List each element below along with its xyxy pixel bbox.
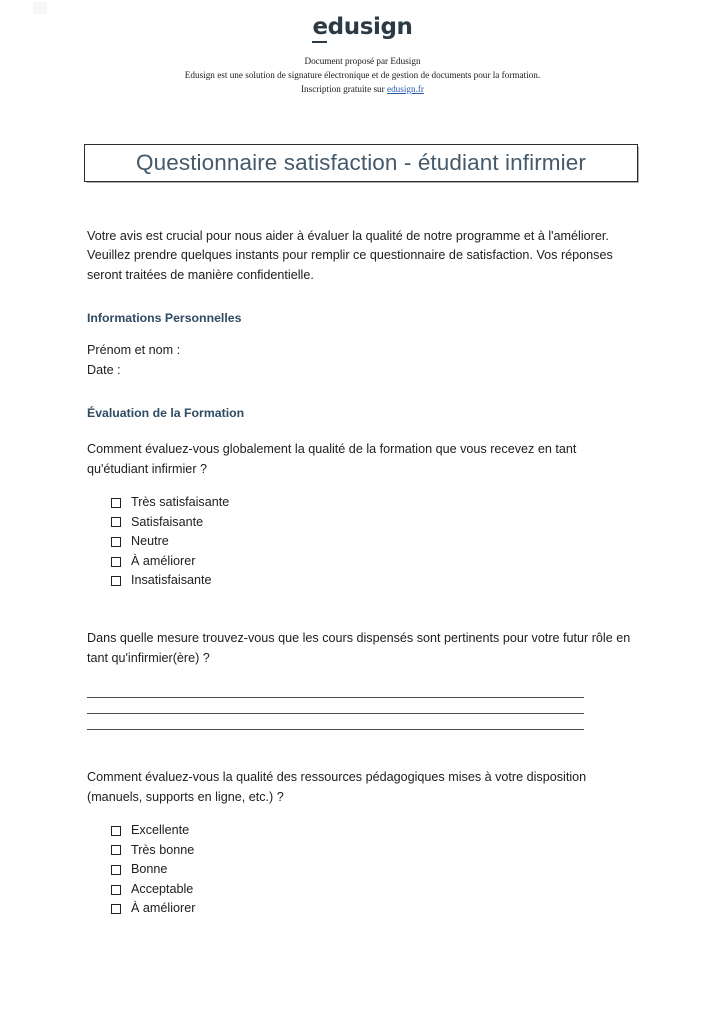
checkbox-row[interactable] <box>111 513 647 533</box>
personal-info-fields <box>87 341 647 380</box>
checkbox-label: Excellente <box>131 823 190 838</box>
edusign-logo-underlined-e: e <box>312 14 328 40</box>
checkbox-label: Très bonne <box>131 842 195 857</box>
header-line-3 <box>0 82 725 96</box>
checkbox-row[interactable] <box>111 552 647 572</box>
checkbox-row[interactable] <box>111 880 647 900</box>
scan-artifact <box>33 2 47 14</box>
page-title: Questionnaire satisfaction - étudiant infirmier <box>136 150 586 175</box>
checkbox-icon[interactable] <box>111 885 121 895</box>
edusign-website-link[interactable]: edusign.fr <box>387 84 424 94</box>
checkbox-row[interactable] <box>111 571 647 591</box>
question-1-text: Comment évaluez-vous globalement la qualité de la formation que vous recevez en tant qu'étudiant infirmier ? <box>87 442 577 476</box>
field-label-full-name: Prénom et nom : <box>87 343 181 358</box>
edusign-logo <box>312 16 412 39</box>
document-body <box>87 214 647 919</box>
edusign-logo-rest: dusign <box>327 14 413 40</box>
checkbox-label: Insatisfaisante <box>131 573 212 588</box>
checkbox-icon[interactable] <box>111 498 121 508</box>
answer-line[interactable] <box>87 698 584 714</box>
checkbox-label: À améliorer <box>131 553 196 568</box>
answer-line[interactable] <box>87 714 584 730</box>
checkbox-row[interactable] <box>111 532 647 552</box>
header-line-2: Edusign est une solution de signature électronique et de gestion de documents pour la formation. <box>184 70 541 80</box>
section-heading-personal-info: Informations Personnelles <box>87 311 242 326</box>
checkbox-icon[interactable] <box>111 557 121 567</box>
answer-line[interactable] <box>87 682 584 698</box>
question-3-text: Comment évaluez-vous la qualité des ressources pédagogiques mises à votre disposition (manuels, supports en ligne, etc.) ? <box>87 770 587 804</box>
checkbox-label: Bonne <box>131 862 168 877</box>
checkbox-label: À améliorer <box>131 901 196 916</box>
checkbox-label: Satisfaisante <box>131 514 204 529</box>
checkbox-icon[interactable] <box>111 845 121 855</box>
checkbox-row[interactable] <box>111 493 647 513</box>
document-title-box <box>84 144 638 182</box>
header-line-3-prefix: Inscription gratuite sur <box>301 84 387 94</box>
checkbox-row[interactable] <box>111 899 647 919</box>
checkbox-label: Très satisfaisante <box>131 495 230 510</box>
intro-paragraph: Votre avis est crucial pour nous aider à évaluer la qualité de notre programme et à l'améliorer. Veuillez prendre quelques instants pour remplir ce questionnaire de satisfaction. Vos réponses seront traitées de manière confidentielle. <box>87 228 613 282</box>
checkbox-row[interactable] <box>111 860 647 880</box>
header-line-1: Document proposé par Edusign <box>304 56 421 66</box>
checkbox-icon[interactable] <box>111 904 121 914</box>
checkbox-label: Acceptable <box>131 881 194 896</box>
document-header <box>0 54 725 96</box>
question-2-answer-lines[interactable] <box>87 682 584 730</box>
checkbox-icon[interactable] <box>111 865 121 875</box>
checkbox-icon[interactable] <box>111 826 121 836</box>
checkbox-row[interactable] <box>111 841 647 861</box>
checkbox-icon[interactable] <box>111 576 121 586</box>
checkbox-row[interactable] <box>111 821 647 841</box>
field-label-date: Date : <box>87 362 121 377</box>
checkbox-icon[interactable] <box>111 517 121 527</box>
section-heading-training-evaluation: Évaluation de la Formation <box>87 406 245 421</box>
checkbox-icon[interactable] <box>111 537 121 547</box>
question-3-options <box>111 821 647 919</box>
brand-logo <box>0 16 725 39</box>
question-2-text: Dans quelle mesure trouvez-vous que les cours dispensés sont pertinents pour votre futur rôle en tant qu'infirmier(ère) ? <box>87 631 631 665</box>
question-1-options <box>111 493 647 591</box>
checkbox-label: Neutre <box>131 534 169 549</box>
